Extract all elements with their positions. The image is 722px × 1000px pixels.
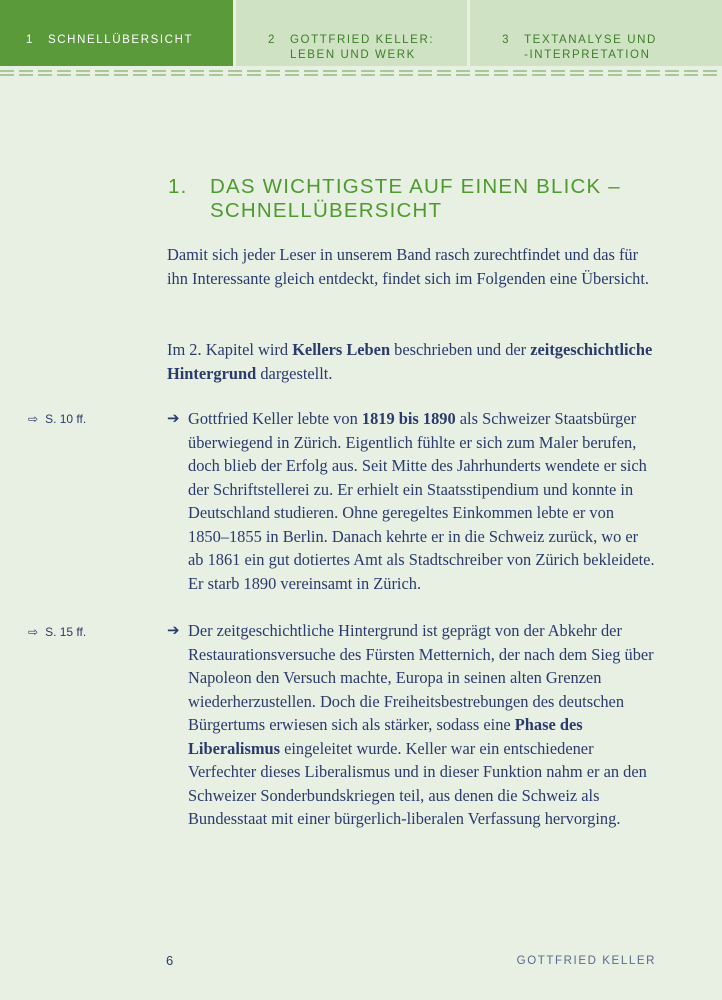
- page-reference-text: S. 15 ff.: [45, 625, 87, 639]
- chapter-tabs: [0, 0, 722, 66]
- arrow-right-icon: ➔: [167, 409, 180, 427]
- tab-label: [48, 33, 193, 48]
- chapter-title: [210, 175, 621, 223]
- tab-label-line: LEBEN UND WERK: [290, 49, 416, 61]
- running-title: GOTTFRIED KELLER: [516, 955, 656, 967]
- tab-textanalyse[interactable]: [470, 0, 722, 66]
- tab-schnelluebersicht[interactable]: [0, 0, 233, 66]
- text-run: Der zeitgeschichtliche Hintergrund ist geprägt von der Abkehr der Restaurationsversuche des Fürsten Metternich, der nach dem Sieg über Napoleon den Versuch machte, Europa in seinen alten Grenzen wiederherzustellen. Doch die Freiheitsbestrebungen des deutschen Bürgertums erwiesen sich als stärker, sodass eine: [188, 621, 654, 734]
- page-number: 6: [166, 953, 174, 968]
- text-run: dargestellt.: [256, 363, 333, 383]
- text-run: Im 2. Kapitel wird: [167, 340, 293, 359]
- bold-term: Kellers Leben: [292, 340, 391, 359]
- tab-number: 2: [268, 34, 277, 46]
- tab-label-line: -INTERPRETATION: [524, 49, 651, 61]
- tab-leben-und-werk[interactable]: [236, 0, 467, 66]
- arrow-outline-icon: ⇨: [28, 625, 39, 639]
- tab-label: [524, 33, 657, 63]
- intro-paragraph: Damit sich jeder Leser in unserem Band rasch zurechtfindet und das für ihn Interessante gleich entdeckt, findet sich im Folgenden eine Übersicht.: [167, 245, 650, 288]
- bold-term: Phase des Liberalismus: [188, 715, 583, 758]
- summary-bullet: [167, 619, 657, 831]
- chapter-title-line: DAS WICHTIGSTE AUF EINEN BLICK –: [210, 175, 621, 198]
- chapter-heading: [168, 175, 648, 223]
- bold-term: 1819 bis 1890: [361, 409, 456, 428]
- text-run: Gottfried Keller lebte von: [188, 409, 362, 428]
- summary-bullet: [167, 407, 657, 595]
- chapter2-paragraph: [167, 338, 657, 385]
- text-run: als Schweizer Staatsbürger überwiegend in Zürich. Eigentlich fühlte er sich zum Maler berufen, doch blieb der Erfolg aus. Seit Mitte des Jahrhunderts wendete er sich der Schriftstellerei zu. Er erhielt ein Staatsstipendium und konnte in Deutschland studieren. Ohne geregeltes Einkommen lebte er von 1850–1855 in Berlin. Danach kehrte er in die Schweiz zurück, wo er ab 1861 ein gut dotiertes Amt als Stadtschreiber von Zürich bekleidete. Er starb 1890 vereinsamt in Zürich.: [188, 409, 655, 593]
- chapter-number: 1.: [168, 175, 188, 198]
- bullet-text: [188, 407, 657, 595]
- bullet-text: [188, 619, 657, 831]
- chapter-title-line: SCHNELLÜBERSICHT: [210, 199, 443, 222]
- tab-label-line: GOTTFRIED KELLER:: [290, 34, 435, 46]
- dashed-divider: [0, 70, 722, 76]
- tab-label-line: SCHNELLÜBERSICHT: [48, 34, 194, 46]
- text-run: eingeleitet wurde. Keller war ein entschiedener Verfechter dieses Liberalismus und in dieser Funktion nahm er an den Schweizer Sonderbundskriegen teil, aus denen die Schweiz als Bundesstaat mit einer bürgerlich-liberalen Verfassung hervorging.: [188, 738, 647, 828]
- page-reference-link[interactable]: [28, 625, 86, 639]
- tab-label: [290, 33, 434, 63]
- page-reference-text: S. 10 ff.: [45, 412, 87, 426]
- text-run: beschrieben und der: [390, 340, 531, 359]
- bold-term: zeitgeschichtliche Hintergrund: [167, 340, 653, 383]
- page-reference-link[interactable]: [28, 412, 86, 426]
- arrow-right-icon: ➔: [167, 621, 180, 639]
- arrow-outline-icon: ⇨: [28, 412, 39, 426]
- tab-number: 1: [26, 34, 34, 46]
- tab-label-line: TEXTANALYSE UND: [524, 34, 657, 46]
- tab-number: 3: [502, 34, 511, 46]
